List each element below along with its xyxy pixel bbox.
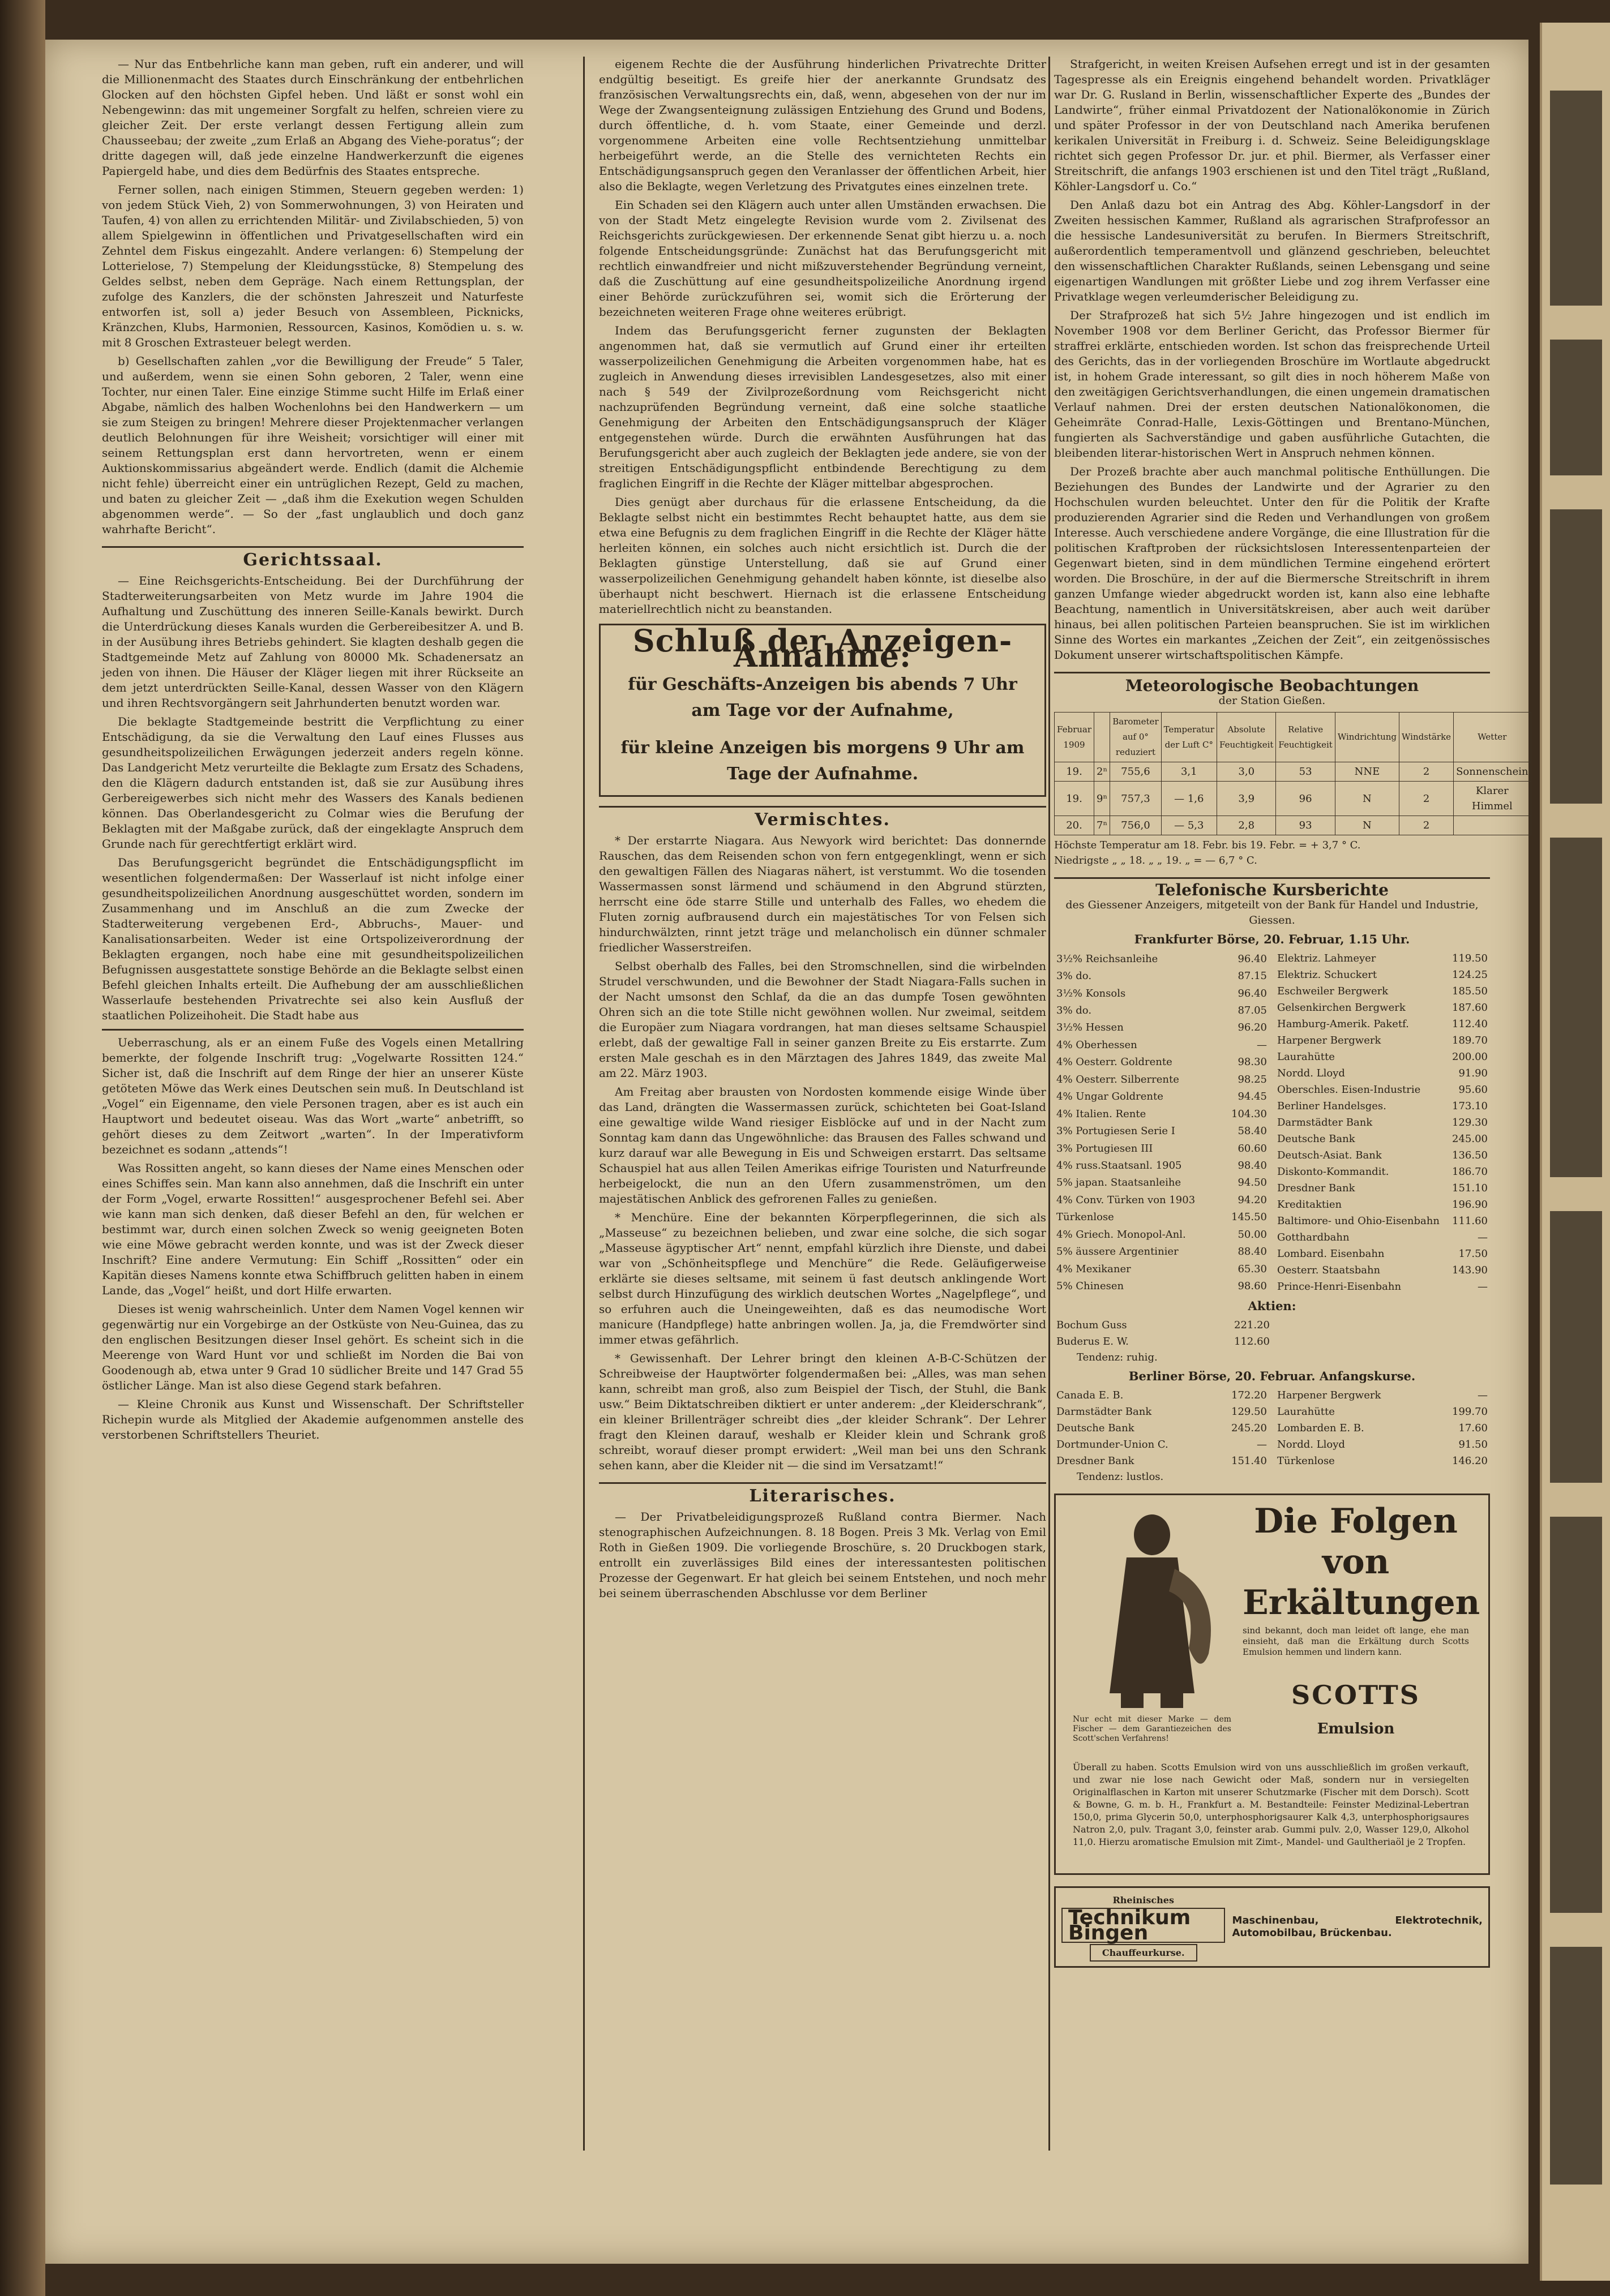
quote-name: Darmstädter Bank [1277,1117,1373,1128]
paragraph: — Nur das Entbehrliche kann man geben, ruft ein anderer, und will die Millionenmacht des Staates durch Einschränkung der entbehrlichen Glocken auf den höchsten Gipfel heben. Und läßt er sonst wohl ein Nebengewinn: das mit ungemeiner Sorgfalt zu helfen, schreien viere zu gleicher Zeit. Der erste verlangt dessen Fertigung allein zum Chausseebau; der zweite „zum Erlaß an Abgang des Viehe-poratus“; der dritte dagegen will, daß jede einzelne Handwerkerzunft die eigenes Papiergeld habe, und dies dem Bedürfnis des Staates entspreche. [102,57,524,178]
quote-name: Lombarden E. B. [1277,1422,1364,1434]
quote-value: 129.50 [1231,1406,1267,1418]
quote-value: 60.60 [1238,1142,1267,1155]
quote-name: Prince-Henri-Eisenbahn [1277,1281,1402,1293]
meteo-cell: N [1335,816,1399,835]
quote-name: 3% Portugiesen Serie I [1056,1125,1175,1138]
quote-value: 245.00 [1452,1133,1488,1145]
paragraph: * Menchüre. Eine der bekannten Körperpflegerinnen, die sich als „Masseuse“ zu bezeichnen belieben, und zwar eine solche, die sich sogar „Masseuse ägyptischer Art“ nennt, empfahl kürzlich ihre Dienste, und dabei war von „Schönheitspflege und Menchüre“ die Rede. Geläufigerweise erklärte sie dieses seltsame, mit seinem ü fast deutsch anklingende Wort selbst durch Hinzufügung des wirklich deutschen Wortes „Nagelpflege“, und so erfuhren auch die Uneingeweihten, daß es das neumodische Wort manicure (Handpflege) hatte anbringen wollen. Ja, ja, die Fremdwörter sind immer etwas gefährlich. [599,1211,1046,1346]
quote-value: 186.70 [1452,1166,1488,1178]
quote-row [1054,1317,1272,1333]
paragraph: Was Rossitten angeht, so kann dieses der Name eines Menschen oder eines Schiffes sein. Man kann also annehmen, daß die Inschrift ein unter der Form „Vogel, erwarte Rossitten!“ ausgesprochener Befehl sei. Aber wie kann man sich denken, daß dieser Befehl an den, für welchen er bestimmt war, durch einen solchen Zweck so wenig geeigneten Boten wie eine Möwe gebracht werden konnte, und was ist der Zweck dieser Inschrift? Eine andere Vermutung: Ein Schiff „Rossitten“ oder ein Kapitän dieses Namens konnte etwa Schiffbruch gelitten haben in einem Lande, das „Vogel“ heißt, und dort Hilfe erwarten. [102,1161,524,1297]
paragraph: — Kleine Chronik aus Kunst und Wissenschaft. Der Schriftsteller Richepin wurde als Mitglied der Akademie aufgenommen anstelle des verstorbenen Schriftstellers Theuriet. [102,1397,524,1441]
quote-row [1275,950,1490,967]
quote-row [1054,1036,1269,1053]
paragraph: Indem das Berufungsgericht ferner zugunsten der Beklagten angenommen hat, daß sie vermutlich auf Grund einer ihr erteilten wasserpolizeilichen Genehmigung die Arbeiten vorgenommen habe, hat es zugleich in Anwendung dieses irrevisiblen Landesgesetzes, also mit einer nach § 549 der Zivilprozeßordnung vom Reichsgericht nicht nachzuprüfenden Begründung verneint, daß eine solche staatliche Genehmigung der Arbeiten den Entschädigungsanspruch der Kläger entgegenstehen würde. Durch die erwähnten Ausführungen hat das Berufungsgericht aber auch zugleich der Beklagten jede andere, sie von der streitigen Entschädigungspflicht entbindende Berechtigung zu dem fraglichen Eingriff in die Rechte der Kläger mittelbar abgesprochen. [599,324,1046,490]
scotts-brand: SCOTTS [1291,1680,1420,1710]
quote-value: 129.30 [1452,1117,1488,1128]
meteo-cell: 96 [1276,782,1335,816]
quote-name: Buderus E. W. [1056,1336,1129,1347]
quote-name: 4% Conv. Türken von 1903 [1056,1194,1196,1206]
quote-value: 112.60 [1234,1336,1270,1347]
technikum-bingen-ad [1054,1886,1490,1968]
quote-value: 151.10 [1452,1182,1488,1194]
quote-name: Deutsche Bank [1277,1133,1355,1145]
quote-row [1275,1420,1490,1436]
meteo-high: Höchste Temperatur am 18. Febr. bis 19. Febr. = + 3,7 ° C. [1054,839,1361,851]
quote-value: 17.60 [1458,1422,1488,1434]
meteo-cell: — 1,6 [1161,782,1217,816]
quote-value: 17.50 [1458,1248,1488,1260]
quote-name: Bochum Guss [1056,1319,1127,1331]
quote-name: 3½% Konsols [1056,987,1126,999]
meteo-cell: 19. [1055,782,1094,816]
paragraph: Ferner sollen, nach einigen Stimmen, Steuern gegeben werden: 1) von jedem Stück Vieh, 2) von Sommerwohnungen, 3) von Heiraten und Taufen, 4) von allen zu errichtenden Militär- und Zivilabschieden, 5) von allem Spielgewinn in öffentlichen und Privatgesellschaften wird ein Zehntel dem Fiskus eingezahlt. Andere verlangen: 6) Stempelung der Lotterielose, 7) Stempelung der Kleidungsstücke, 8) Stempelung des Geldes selbst, neben dem Gepräge. Nach einem Rettungsplan, der zufolge des Kanzlers, die der schönsten Jahreszeit und Naturfeste entworfen ist, soll a) jeder Besuch von Assembleen, Picknicks, Kränzchen, Klubs, Harmonien, Ressourcen, Kasinos, Komödien u. s. w. mit 8 Groschen Extrasteuer belegt werden. [102,183,524,349]
quote-row [1054,1226,1269,1243]
quote-name: Deutsch-Asiat. Bank [1277,1149,1382,1161]
quote-value: 124.25 [1452,969,1488,981]
technikum-desc: Maschinenbau, Elektrotechnik, Automobilbau, Brückenbau. [1232,1915,1483,1939]
meteo-cell: Klarer Himmel [1454,782,1531,816]
meteo-cell: 93 [1276,816,1335,835]
quote-row [1275,1164,1490,1180]
quote-value: — [1478,1389,1488,1401]
quote-value: 245.20 [1231,1422,1267,1434]
paragraph: Am Freitag aber brausten von Nordosten kommende eisige Winde über das Land, drängten die Wassermassen zurück, schichteten bei Goat-Island eine gewaltige wilde Wand riesiger Eisblöcke auf und in der Nacht zum Sonntag kam dann das Ungewöhnliche: das Brausen des Falles schwand und kurz darauf war alle Bewegung in Eis und Schweigen erstarrt. Das seltsame Schauspiel hat aus allen Teilen Amerikas eifrige Touristen und Naturfreunde herbeigelockt, die nun an den Ufern zusammenströmen, um den majestätischen Anblick des gefrorenen Falles zu genießen. [599,1085,1046,1205]
quote-name: Lombard. Eisenbahn [1277,1248,1385,1260]
quote-name: 3% do. [1056,1005,1092,1017]
column-1 [102,57,524,2139]
quote-value: 136.50 [1452,1149,1488,1161]
quote-row [1275,1065,1490,1082]
quote-value: 187.60 [1452,1002,1488,1014]
meteo-header-cell: Barometer auf 0° reduziert [1110,713,1161,762]
quote-value: 189.70 [1452,1035,1488,1046]
quote-row [1275,1131,1490,1147]
quote-name: Darmstädter Bank [1056,1406,1152,1418]
paragraph: — Eine Reichsgerichts-Entscheidung. Bei der Durchführung der Stadterweiterungsarbeiten von Metz wurde im Jahre 1904 die Aufhaltung und Zuschüttung des inneren Seille-Kanals bewirkt. Durch die Unterdrückung dieses Kanals wurden die Gerbereibesitzer A. und B. in der Ausübung ihres Betriebs gehindert. Sie klagten deshalb gegen die Stadtgemeinde Metz auf Zahlung von 80000 Mk. Schadenersatz an jeden von ihnen. Die Häuser der Kläger liegen mit ihrer Rückseite an dem jetzt unterdrückten Seille-Kanal, dessen Wasser von den Klägern und ihren Rechtsvorgängern seit Jahrhunderten benutzt worden war. [102,574,524,710]
quote-value: 94.20 [1238,1194,1267,1206]
meteo-cell: 3,9 [1217,782,1276,816]
quote-value: — [1478,1281,1488,1293]
quote-name: Oberschles. Eisen-Industrie [1277,1084,1421,1096]
quote-row [1054,1054,1269,1071]
aktien-table [1054,1317,1272,1350]
quote-name: Eschweiler Bergwerk [1277,985,1389,997]
quote-value: 98.40 [1238,1159,1267,1171]
ad-line-business: für Geschäfts-Anzeigen bis abends 7 Uhr am Tage vor der Aufnahme, [628,675,1017,720]
paragraph: Das Berufungsgericht begründet die Entschädigungspflicht im wesentlichen folgendermaßen: Der Wasserlauf ist nicht infolge einer gesundheitspolizeilichen Anordnung ausgeschüttet worden, sondern im Zusammenhang und im Anschluß an die zum Zwecke der Stadterweiterung vergebenen Erd-, Abbruchs-, Mauer- und Kanalisationsarbeiten. Weder ist eine Ortspolizeiverordnung der Beklagten ergangen, noch habe eine mit gesundheitspolizeilichen Befugnissen ausgestattete sonstige Behörde an die Beklagte selbst einen Befehl gleichen Inhalts erteilt. Die Aufhebung der am ausschließlichen Wasserlaufe bestehenden Privatrechte sei also kein Ausfluß der staatlichen Polizeihoheit. Die Stadt habe aus [102,856,524,1022]
quote-row [1275,1114,1490,1131]
quote-row [1275,1229,1490,1246]
quote-value: 200.00 [1452,1051,1488,1063]
quote-row [1054,1088,1269,1105]
quote-name: 4% Oberhessen [1056,1038,1137,1051]
quote-value: 96.40 [1238,987,1267,999]
quote-row [1054,1420,1269,1436]
quote-row [1054,950,1269,967]
quote-name: Diskonto-Kommandit. [1277,1166,1389,1178]
meteo-cell: — 5,3 [1161,816,1217,835]
quote-row [1054,1436,1269,1453]
quote-row [1054,1333,1272,1350]
paragraph: Strafgericht, in weiten Kreisen Aufsehen erregt und ist in der gesamten Tagespresse als ein Ereignis eingehend behandelt worden. Privatkläger war Dr. G. Rusland in Berlin, wissenschaftlicher Experte des „Bundes der Landwirte“, früher einmal Privatdozent der Nationalökonomie in Zürich und später Professor in der von Deutschland nach Amerika berufenen kerikalen Universität in Freiburg i. d. Schweiz. Seine Beleidigungsklage richtet sich gegen Professor Dr. jur. et phil. Biermer, als Verfasser einer Streitschrift, die anfangs 1903 erschienen ist und den Titel trägt „Rußland, Köhler-Langsdorf u. Co.“ [1054,57,1490,193]
quote-value: 111.60 [1452,1215,1488,1227]
meteo-cell: 2ⁿ [1094,762,1110,782]
section-heading-literarisches: Literarisches. [599,1482,1046,1504]
ad-line-small: für kleine Anzeigen bis morgens 9 Uhr am Tage der Aufnahme. [620,738,1025,784]
quote-value: 58.40 [1238,1125,1267,1138]
quote-value: 143.90 [1452,1264,1488,1276]
meteo-cell: 756,0 [1110,816,1161,835]
quote-name: Berliner Handelsges. [1277,1100,1386,1112]
paragraph: b) Gesellschaften zahlen „vor die Bewilligung der Freude“ 5 Taler, und außerdem, wenn sie einen Sohn geboren, 2 Taler, wenn eine Tochter, nur einen Taler. Eine einzige Stimme sucht Hilfe im Erlaß einer Abgabe, nämlich des halben Wochenlohns bei den Handwerkern — um sie zum Steigen zu bringen! Mehrere dieser Projektenmacher verlangen deutlich Belohnungen für ihre Weisheit; vorsichtiger will einer mit seinem Rettungsplan erst dann hervortreten, wenn er einem Auktionskommissarius abgeändert werde. Endlich (damit die Alchemie nicht fehle) überreicht einer ein untrüglichen Rezept, Geld zu machen, und baten zu gleicher Zeit — „daß ihm die Exekution wegen Schulden abgenommen werde“. — So der „fast unglaublich und doch ganz wahrhafte Bericht“. [102,354,524,536]
quote-value: 88.40 [1238,1246,1267,1258]
quote-name: Dresdner Bank [1056,1455,1134,1467]
quote-row [1275,1453,1490,1469]
kurs-subtitle: des Giessener Anzeigers, mitgeteilt von der Bank für Handel und Industrie, Giessen. [1065,899,1479,926]
quote-name: Nordd. Lloyd [1277,1439,1345,1450]
ad-deadline-box [599,624,1046,797]
berlin-heading: Berliner Börse, 20. Februar. Anfangskurse. [1128,1369,1416,1383]
meteo-header-cell: Wetter [1454,713,1531,762]
quote-row [1054,1157,1269,1174]
technikum-course: Chauffeurkurse. [1090,1944,1197,1962]
frankfurt-table-left [1054,950,1269,1295]
quote-row [1275,1387,1490,1404]
quote-value: 104.30 [1231,1108,1267,1120]
meteo-cell: 53 [1276,762,1335,782]
quote-value: 173.10 [1452,1100,1488,1112]
meteo-cell: N [1335,782,1399,816]
quote-name: Laurahütte [1277,1406,1335,1418]
quote-name: 4% Mexikaner [1056,1263,1131,1275]
meteo-cell: 9ⁿ [1094,782,1110,816]
quote-value: 65.30 [1238,1263,1267,1275]
paragraph: * Der erstarrte Niagara. Aus Newyork wird berichtet: Das donnernde Rauschen, das dem Reisenden schon von fern entgegenklingt, wenn er sich den gewaltigen Fällen des Niagaras nähert, ist verstummt. Wo die tosenden Wassermassen sonst lärmend und schäumend in den Abgrund stürzten, herrscht eine öde starre Stille und unterhalb des Falles, wo ehedem die Fluten zornig aufbrausend durch ein majestätisches Tor von Felsen sich hindurchwälzten, rinnt jetzt träge und melancholisch ein dünner schmaler friedlicher Wasserstreifen. [599,834,1046,954]
quote-value: 94.45 [1238,1091,1267,1103]
quote-name: Nordd. Lloyd [1277,1067,1345,1079]
quote-name: Gotthardbahn [1277,1231,1350,1243]
quote-value: 146.20 [1452,1455,1488,1467]
paragraph: * Gewissenhaft. Der Lehrer bringt den kleinen A-B-C-Schützen der Schreibweise der Hauptwörter folgendermaßen bei: „Alles, was man sehen kann, schreibt man groß, also zum Beispiel der Tisch, der Stuhl, die Bank usw.“ Beim Diktatschreiben diktiert er unter anderem: „der Kleiderschrank“, ein kleiner Brillenträger schreibt dies „der kleider Schrank“. Der Lehrer fragt den Kleinen darauf, weshalb er Kleider klein und Schrank groß schreibt, worauf dieser prompt erwidert: „Weil man bei uns den Schrank sehen kann, aber die Kleider nit — die sind im Versatzamt!“ [599,1351,1046,1472]
quote-row [1275,967,1490,983]
quote-value: 94.50 [1238,1177,1267,1189]
quote-row [1054,1019,1269,1036]
quote-row [1054,1260,1269,1277]
quote-name: 4% Italien. Rente [1056,1108,1146,1120]
column-3 [1054,57,1528,2139]
berlin-table-left [1054,1387,1269,1469]
quote-row [1275,1196,1490,1213]
quote-row [1275,983,1490,999]
quote-name: Oesterr. Staatsbahn [1277,1264,1381,1276]
quote-value: 91.90 [1458,1067,1488,1079]
meteo-header-cell: Relative Feuchtigkeit [1276,713,1335,762]
quote-row [1054,1191,1269,1208]
quote-row [1275,1213,1490,1229]
frankfurt-heading: Frankfurter Börse, 20. Februar, 1.15 Uhr. [1134,932,1410,946]
quote-row [1054,967,1269,984]
quote-row [1054,1002,1269,1019]
ad-headline: Schluß der Anzeigen-Annahme: [632,623,1013,674]
quote-name: Harpener Bergwerk [1277,1389,1381,1401]
quote-row [1054,1071,1269,1088]
quote-row [1275,1180,1490,1196]
meteo-cell: 19. [1055,762,1094,782]
paragraph: Der Prozeß brachte aber auch manchmal politische Enthüllungen. Die Beziehungen des Bundes der Landwirte und der Agrarier zu den Hochschulen wurden beleuchtet. Unter den für die Politik der Krafte produzierenden Agrarier sind die Reden und Verhandlungen von großem Interesse. Auch verschiedene andere Vorgänge, die eine Illustration für die politischen Kraftproben der rücksichtslosen Interessentenparteien der Gegenwart bieten, sind in dem mündlichen Termine eingehend erörtert worden. Die Broschüre, in der auf die Biermersche Streitschrift in ihrem ganzen Umfange wieder abgedruckt worden ist, kann also eine lebhafte Beachtung, namentlich in Universitätskreisen, aber auch weit darüber hinaus, bei allen politischen Parteien beanspruchen. Sie ist im wirklichen Sinne des Wortes ein markantes „Zeichen der Zeit“, ein zeitgenössisches Dokument unserer wirtschaftspolitischen Kämpfe. [1054,465,1490,662]
quote-row [1054,1243,1269,1260]
column-rule-left [583,57,585,2151]
meteo-cell: 3,1 [1161,762,1217,782]
meteo-header-cell: Windrichtung [1335,713,1399,762]
quote-name: Harpener Bergwerk [1277,1035,1381,1046]
meteo-cell: 757,3 [1110,782,1161,816]
quote-name: Elektriz. Lahmeyer [1277,952,1376,964]
quote-name: Kreditaktien [1277,1199,1342,1211]
scotts-emulsion-ad [1054,1494,1490,1875]
paragraph: Die beklagte Stadtgemeinde bestritt die Verpflichtung zu einer Entschädigung, da sie die Verwaltung den Lauf eines Flusses aus gesundheitspolizeilichen Erwägungen jederzeit anders regeln könne. Das Landgericht Metz verurteilte die Beklagte zum Ersatz des Schadens, den die Klägern dadurch entstanden ist, daß sie zur Ausübung ihres Gerbereigewerbes sich nicht mehr des Wassers des Kanals bedienen können. Das Oberlandesgericht zu Colmar wies die Berufung der Beklagten mit der Maßgabe zurück, daß der eingeklagte Anspruch dem Grunde nach für gerechtfertigt erklärt wird. [102,715,524,851]
quote-row [1275,1404,1490,1420]
quote-value: 196.90 [1452,1199,1488,1211]
quote-row [1054,1174,1269,1191]
quote-value: 119.50 [1452,952,1488,964]
quote-row [1275,1049,1490,1065]
section-heading-vermischtes: Vermischtes. [599,806,1046,827]
quote-value: 221.20 [1234,1319,1270,1331]
berlin-table-right [1275,1387,1490,1469]
column-2 [599,57,1046,2139]
fisherman-logo-icon [1067,1507,1237,1710]
meteo-header-cell: Temperatur der Luft C° [1161,713,1217,762]
meteo-cell: 2,8 [1217,816,1276,835]
quote-value: 87.15 [1238,970,1267,982]
quote-name: Baltimore- und Ohio-Eisenbahn [1277,1215,1440,1227]
technikum-name: Technikum Bingen [1061,1908,1225,1943]
paragraph: eigenem Rechte die der Ausführung hinderlichen Privatrechte Dritter endgültig beseitigt. Es greife hier der anerkannte Grundsatz des französischen Verwaltungsrechts ein, daß, wenn, abgesehen von der nur im Wege der Zwangsenteignung zulässigen Entziehung des Grund und Bodens, durch öffentliche, d. h. vom Staate, einer Gemeinde und derzl. vorgenommene Arbeiten eine volle Rechtsentziehung unmittelbar herbeigeführt werde, an die Stelle des vernichteten Rechts ein Entschädigungsanspruch gegen den Veranlasser der öffentlichen Arbeit, hier also die Beklagte, wegen Verletzung des Privatgutes eines einzelnen trete. [599,57,1046,193]
quote-name: 4% russ.Staatsanl. 1905 [1056,1159,1182,1171]
quote-name: Türkenlose [1056,1211,1114,1224]
quote-value: — [1257,1038,1267,1051]
tendenz-frankfurt: Tendenz: ruhig. [1077,1351,1158,1363]
paragraph: Der Strafprozeß hat sich 5½ Jahre hingezogen und ist endlich im November 1908 vor dem Berliner Gericht, das Professor Biermer für straffrei erklärte, entschieden worden. Ist schon das freisprechende Urteil des Gerichts, das in der vorliegenden Broschüre im Wortlaute abgedruckt ist, in hohem Grade interessant, so gilt dies in noch höherem Maße von den zweitägigen Gerichtsverhandlungen, die einen ungemein dramatischen Verlauf nahmen. Drei der ersten deutschen Nationalökonomen, die Geheimräte Conrad-Halle, Lexis-Göttingen und Brentano-München, fungierten als Sachverständige und gaben ausführliche Gutachten, die bleibenden literar-historischen Wert in Anspruch nehmen können. [1054,308,1490,460]
quote-value: 172.20 [1231,1389,1267,1401]
scotts-product: Emulsion [1317,1720,1395,1737]
meteo-low: Niedrigste „ „ 18. „ „ 19. „ = — 6,7 ° C. [1054,855,1257,866]
meteo-row [1055,762,1531,782]
quote-row [1275,1016,1490,1032]
section-heading-gerichtssaal: Gerichtssaal. [102,546,524,568]
paragraph: Ueberraschung, als er an einem Fuße des Vogels einen Metallring bemerkte, der folgende Inschrift trug: „Vogelwarte Rossitten 124.“ Sicher ist, daß die Inschrift auf dem Ringe der hier an unserer Küste getöteten Möwe das Werk eines Deutschen sein muß. In Deutschland ist „Vogel“ ein Eigenname, den viele Personen tragen, aber es ist auch ein Hauptwort und bedeutet oiseau. Was das Wort „warte“ anbetrifft, so gehört dieses zu dem Zeitwort „warten“. In der Imperativform bezeichnet es sodann „attends“! [102,1036,524,1156]
quote-row [1054,1404,1269,1420]
quote-row [1275,1032,1490,1049]
quote-row [1054,1387,1269,1404]
quote-value: 98.60 [1238,1280,1267,1293]
quote-row [1275,1246,1490,1262]
paragraph: — Der Privatbeleidigungsprozeß Rußland contra Biermer. Nach stenographischen Aufzeichnungen. 8. 18 Bogen. Preis 3 Mk. Verlag von Emil Roth in Gießen 1909. Die vorliegende Broschüre, s. 20 Druckbogen stark, entrollt ein zuverlässiges Bild eines der interessantesten politischen Prozesse der Gegenwart. Er hat gleich bei seinem Entstehen, und noch mehr bei seinem überraschenden Abschlusse vor dem Berliner [599,1510,1046,1600]
quote-name: Dresdner Bank [1277,1182,1355,1194]
quote-row [1054,1140,1269,1157]
paragraph: Selbst oberhalb des Falles, bei den Stromschnellen, sind die wirbelnden Strudel verschwunden, und die Bewohner der Stadt Niagara-Falls suchen in der Nacht umsonst den Schlaf, da die an das dumpfe Tosen gewöhnten Ohren sich an die tote Stille nicht gewöhnen wollen. Nur zweimal, seitdem die Europäer zum Niagara vordrangen, hat man dieses seltsame Schauspiel erlebt, daß der gewaltige Fall in seiner ganzen Breite zu Eis erstarrte. Zum ersten Male geschah es in den Märztagen des Jahres 1849, das zweite Mal am 22. März 1903. [599,959,1046,1080]
quote-value: 96.20 [1238,1022,1267,1034]
scotts-headline: Die Folgen von Erkältungen [1243,1501,1480,1623]
quote-value: 199.70 [1452,1406,1488,1418]
meteo-cell: 2 [1399,816,1454,835]
quote-row [1275,1147,1490,1164]
quote-name: Elektriz. Schuckert [1277,969,1377,981]
quote-value: — [1257,1439,1267,1450]
kurs-title: Telefonische Kursberichte [1054,877,1490,898]
quote-name: Laurahütte [1277,1051,1335,1063]
scotts-body: Überall zu haben. Scotts Emulsion wird von uns ausschließlich im großen verkauft, und zwar nie lose nach Gewicht oder Maß, sondern nur in versiegelten Originalflaschen in Karton mit unserer Schutzmarke (Fischer mit dem Dorsch). Scott & Bowne, G. m. b. H., Frankfurt a. M. Bestandteile: Feinster Medizinal-Lebertran 150,0, prima Glycerin 50,0, unterphosphorigsaurer Kalk 4,3, unterphosphorigsaures Natron 2,0, pulv. Tragant 3,0, feinster arab. Gummi pulv. 2,0, Wasser 129,0, Alkohol 11,0. Hierzu aromatische Emulsion mit Zimt-, Mandel- und Gaultheriaöl je 2 Tropfen. [1073,1762,1469,1847]
quote-value: 91.50 [1458,1439,1488,1450]
quote-row [1275,1098,1490,1114]
meteo-header-cell: Windstärke [1399,713,1454,762]
scotts-subtext: sind bekannt, doch man leidet oft lange, ehe man einsieht, daß man die Erkältung durch Scotts Emulsion hemmen und lindern kann. [1243,1625,1469,1657]
quote-row [1054,1105,1269,1122]
quote-value: 87.05 [1238,1005,1267,1017]
quote-name: 3% do. [1056,970,1092,982]
quote-name: 5% äussere Argentinier [1056,1246,1179,1258]
column-rule-right [1048,57,1050,2151]
quote-name: 3½% Reichsanleihe [1056,952,1158,965]
quote-name: 3½% Hessen [1056,1022,1124,1034]
quote-row [1275,1262,1490,1278]
meteo-cell [1454,816,1531,835]
paragraph: Ein Schaden sei den Klägern auch unter allen Umständen erwachsen. Die von der Stadt Metz eingelegte Revision wurde vom 2. Zivilsenat des Reichsgerichts zurückgewiesen. Der erkennende Senat gibt hierzu u. a. noch folgende Entscheidungsgründe: Zunächst hat das Berufungsgericht mit rechtlich einwandfreier und nicht mißzuverstehender Begründung verneint, daß die Zuschüttung auf eine gesundheitspolizeiliche Anordnung irgend einer Behörde zurückzuführen sei, womit sich die Erörterung der bezeichneten weiteren Frage ohne weiteres erübrigt. [599,198,1046,319]
quote-row [1054,1122,1269,1139]
meteo-row [1055,782,1531,816]
quote-name: 5% japan. Staatsanleihe [1056,1177,1181,1189]
paragraph: Den Anlaß dazu bot ein Antrag des Abg. Köhler-Langsdorf in der Zweiten hessischen Kammer, Rußland als agrarischen Strafprofessor an die hessische Landesuniversität zu berufen. In Biermers Streitschrift, außerordentlich temperamentvoll und glänzend geschrieben, beleuchtet den wissenschaftlichen Charakter Rußlands, seinen Lebensgang und seine eigenartigen Wandlungen mit größter Liebe und zog ihrem Verfasser eine Privatklage wegen verleumderischer Beleidigung zu. [1054,198,1490,303]
quote-value: 98.30 [1238,1056,1267,1068]
tendenz-berlin: Tendenz: lustlos. [1077,1471,1164,1483]
quote-name: Deutsche Bank [1056,1422,1134,1434]
scotts-trademark-note: Nur echt mit dieser Marke — dem Fischer — dem Garantiezeichen des Scott'schen Verfahrens! [1073,1715,1231,1743]
frankfurt-table-right [1275,950,1490,1295]
quote-row [1275,999,1490,1016]
divider [102,1029,524,1031]
meteo-cell: 3,0 [1217,762,1276,782]
meteo-cell: 755,6 [1110,762,1161,782]
meteo-cell: 20. [1055,816,1094,835]
meteo-cell: 7ⁿ [1094,816,1110,835]
meteo-subtitle: der Station Gießen. [1218,694,1326,707]
quote-value: 96.40 [1238,952,1267,965]
quote-row [1275,1278,1490,1295]
paragraph: Dies genügt aber durchaus für die erlassene Entscheidung, da die Beklagte selbst nicht ein bestimmtes Recht behauptet hatte, aus dem sie etwa eine Befugnis zu dem fraglichen Eingriff in die Rechte der Kläger hätte herleiten können, ein solches auch nicht ersichtlich ist. Durch die der Beklagten günstige Unterstellung, daß sie auf Grund einer wasserpolizeilichen Genehmigung gehandelt haben könnte, ist dieselbe also überhaupt nicht beschwert. Hiernach ist die erlassene Entscheidung materiellrechtlich nicht zu beanstanden. [599,495,1046,616]
quote-name: Dortmunder-Union C. [1056,1439,1168,1450]
meteo-cell: 2 [1399,762,1454,782]
quote-row [1275,1436,1490,1453]
technikum-prefix: Rheinisches [1112,1895,1174,1906]
quote-name: Gelsenkirchen Bergwerk [1277,1002,1406,1014]
quote-value: 112.40 [1452,1018,1488,1030]
meteo-table [1054,712,1531,835]
meteo-row [1055,816,1531,835]
quote-name: Türkenlose [1277,1455,1335,1467]
quote-name: Canada E. B. [1056,1389,1124,1401]
quote-row [1054,985,1269,1002]
quote-value: 50.00 [1238,1228,1267,1241]
quote-row [1054,1277,1269,1295]
quote-name: 4% Oesterr. Goldrente [1056,1056,1172,1068]
quote-row [1054,1209,1269,1226]
aktien-heading: Aktien: [1248,1299,1296,1313]
meteo-header-cell: Absolute Feuchtigkeit [1217,713,1276,762]
quote-value: 185.50 [1452,985,1488,997]
quote-name: 4% Oesterr. Silberrente [1056,1073,1179,1085]
quote-name: 5% Chinesen [1056,1280,1124,1293]
quote-row [1275,1082,1490,1098]
quote-name: Hamburg-Amerik. Paketf. [1277,1018,1409,1030]
meteo-cell: Sonnenschein [1454,762,1531,782]
quote-row [1054,1453,1269,1469]
book-binding [0,0,45,2296]
quote-value: 98.25 [1238,1073,1267,1085]
paragraph: Dieses ist wenig wahrscheinlich. Unter dem Namen Vogel kennen wir gegenwärtig nur ein Vorgebirge an der Ostküste von Neu-Guinea, das zu den englischen Besitzungen dieser Insel gehört. Es scheint sich in die Meerenge von Ward Hunt vor und schließt im Norden die Bai von Goodenough ab, etwa unter 9 Grad 10 südlicher Breite und 147 Grad 55 östlicher Länge. Man ist also diese Gegend stark befahren. [102,1302,524,1392]
quote-value: 95.60 [1458,1084,1488,1096]
quote-name: 4% Griech. Monopol-Anl. [1056,1228,1186,1241]
next-page-edge [1540,23,1610,2281]
meteo-header-cell [1094,713,1110,762]
quote-name: 4% Ungar Goldrente [1056,1091,1163,1103]
meteo-header-cell: Februar 1909 [1055,713,1094,762]
quote-name: 3% Portugiesen III [1056,1142,1153,1155]
meteo-title: Meteorologische Beobachtungen [1054,672,1490,693]
meteo-cell: 2 [1399,782,1454,816]
quote-value: 145.50 [1231,1211,1267,1224]
quote-value: — [1478,1231,1488,1243]
meteo-cell: NNE [1335,762,1399,782]
quote-value: 151.40 [1231,1455,1267,1467]
